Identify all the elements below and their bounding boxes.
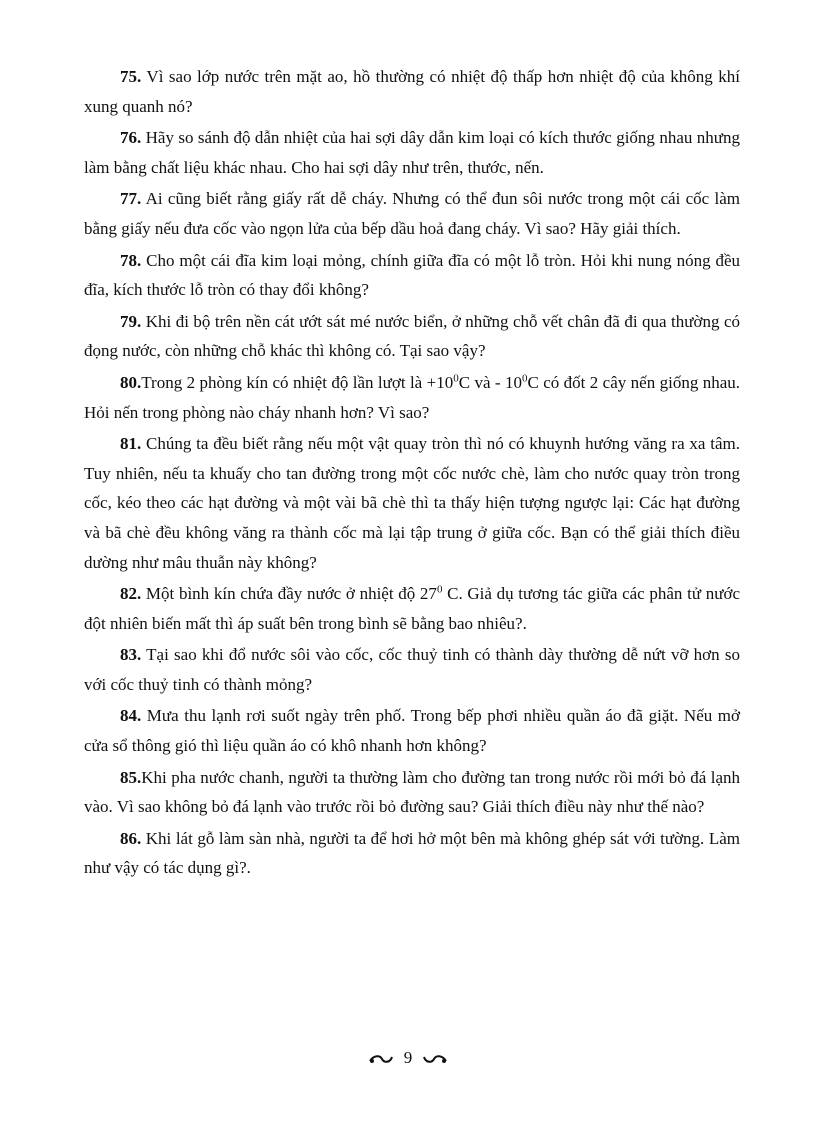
question-77: [84, 184, 740, 243]
question-number: 82.: [120, 584, 142, 604]
question-text: Khi lát gỗ làm sàn nhà, người ta để hơi hở một bên mà không ghép sát với tường. Làm như vậy có tác dụng gì?.: [84, 828, 740, 878]
question-78: [84, 246, 740, 305]
question-86: [84, 824, 740, 883]
degree-superscript: 0: [521, 372, 528, 385]
left-ornament-icon: [368, 1053, 394, 1065]
question-75: [84, 62, 740, 121]
question-83: [84, 640, 740, 699]
question-text: Trong 2 phòng kín có nhiệt độ lần lượt là +10: [141, 372, 454, 392]
question-text: Khi đi bộ trên nền cát ướt sát mé nước biển, ở những chỗ vết chân đã đi qua thường có đọng nước, còn những chỗ khác thì không có. Tại sao vậy?: [84, 311, 740, 361]
degree-superscript: 0: [453, 372, 459, 385]
question-number: 77.: [120, 189, 142, 209]
right-ornament-icon: [422, 1053, 448, 1065]
question-text: C có đốt 2 cây nến giống nhau. Hỏi nến trong phòng nào cháy nhanh hơn? Vì sao?: [84, 372, 741, 422]
question-text: C. Giả dụ tương tác giữa các phân tử nước đột nhiên biến mất thì áp suất bên trong bình sẽ bằng bao nhiêu?.: [84, 584, 740, 633]
question-text: Chúng ta đều biết rằng nếu một vật quay tròn thì nó có khuynh hướng văng ra xa tâm. Tuy nhiên, nếu ta khuấy cho tan đường trong một cốc nước chè, làm cho nước quay tròn trong cốc, kéo theo các hạt đường và một vài bã chè thì ta thấy hiện tượng ngược lại: Các hạt đường và bã chè đều không văng ra thành cốc mà lại tập trung ở giữa cốc. Bạn có thể giải thích điều dường như mâu thuẫn này không?: [84, 434, 740, 572]
question-number: 86.: [120, 828, 142, 848]
question-text: Khi pha nước chanh, người ta thường làm cho đường tan trong nước rồi mới bỏ đá lạnh vào. Vì sao không bỏ đá lạnh vào trước rồi bỏ đường sau? Giải thích điều này như thế nào?: [84, 767, 740, 817]
question-text: Vì sao lớp nước trên mặt ao, hồ thường có nhiệt độ thấp hơn nhiệt độ của không khí xung quanh nó?: [84, 67, 740, 116]
question-number: 84.: [120, 706, 142, 726]
page-number: 9: [403, 1048, 413, 1067]
question-list: [84, 62, 740, 885]
question-number: 85.: [120, 767, 142, 787]
question-text: Ai cũng biết rằng giấy rất dễ cháy. Nhưng có thể đun sôi nước trong một cái cốc làm bằng giấy nếu đưa cốc vào ngọn lửa của bếp dầu hoả đang cháy. Vì sao? Hãy giải thích.: [84, 189, 740, 238]
question-text: C và - 10: [458, 372, 522, 392]
page-footer: [0, 1048, 816, 1068]
question-81: [84, 429, 740, 577]
question-76: [84, 123, 740, 182]
question-text: Một bình kín chứa đầy nước ở nhiệt độ 27: [141, 584, 437, 604]
question-85: [84, 763, 740, 822]
question-text: Cho một cái đĩa kim loại mỏng, chính giữa đĩa có một lỗ tròn. Hỏi khi nung nóng đều đĩa, kích thước lỗ tròn có thay đổi không?: [84, 250, 740, 300]
question-number: 78.: [120, 250, 142, 270]
question-number: 80.: [120, 372, 142, 392]
question-text: Mưa thu lạnh rơi suốt ngày trên phố. Trong bếp phơi nhiều quần áo đã giặt. Nếu mở cửa sổ thông gió thì liệu quần áo có khô nhanh hơn không?: [84, 706, 740, 756]
question-84: [84, 701, 740, 760]
question-number: 76.: [120, 128, 142, 148]
question-number: 75.: [120, 67, 142, 86]
question-number: 79.: [120, 311, 142, 331]
question-text: Hãy so sánh độ dẫn nhiệt của hai sợi dây dẫn kim loại có kích thước giống nhau nhưng làm bằng chất liệu khác nhau. Cho hai sợi dây như trên, thước, nến.: [84, 128, 740, 177]
question-79: [84, 307, 740, 366]
question-80: [84, 368, 740, 427]
question-number: 83.: [120, 645, 142, 665]
question-82: [84, 579, 740, 638]
question-number: 81.: [120, 434, 142, 454]
question-text: Tại sao khi đổ nước sôi vào cốc, cốc thuỷ tinh có thành dày thường dễ nứt vỡ hơn so với cốc thuỷ tinh có thành mỏng?: [84, 645, 740, 694]
degree-superscript: 0: [436, 583, 443, 596]
